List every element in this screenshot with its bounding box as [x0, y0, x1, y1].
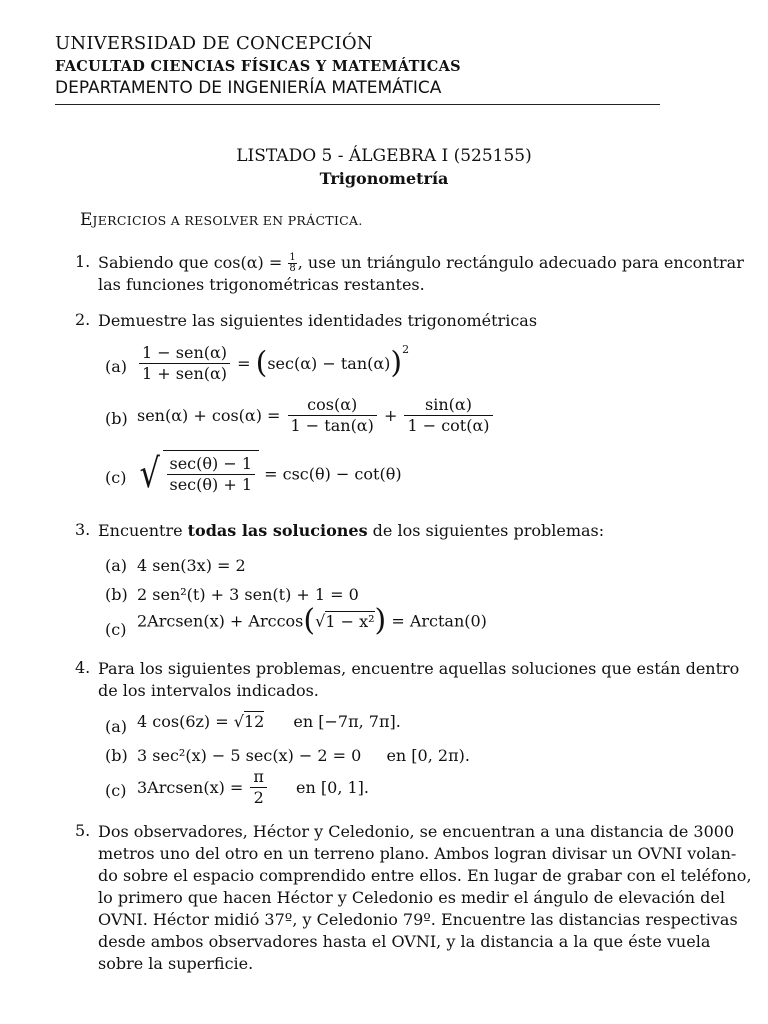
problem-4c-lhs: 3Arcsen(x) =	[137, 778, 249, 797]
problem-3b-label: (b)	[105, 585, 128, 604]
problem-4b-expression	[137, 746, 470, 765]
problem-5-line-2: metros uno del otro en un terreno plano. Ambos logran divisar un OVNI volan-	[98, 844, 737, 863]
problem-4-line-2: de los intervalos indicados.	[98, 681, 319, 700]
problem-5-line-3: do sobre el espacio comprendido entre ellos. En lugar de grabar con el teléfono,	[98, 866, 752, 885]
problem-4b-expr: 3 sec²(x) − 5 sec(x) − 2 = 0	[137, 746, 362, 765]
problem-2c-rhs: = csc(θ) − cot(θ)	[264, 464, 402, 484]
problem-4-text	[98, 658, 740, 702]
right-paren: )	[374, 603, 387, 638]
problem-3-number: 3.	[75, 520, 91, 539]
sqrt-symbol: √	[233, 712, 244, 731]
problem-4c-fraction	[250, 767, 267, 808]
problem-4c-interval: en [0, 1].	[296, 778, 369, 797]
problem-4a-lhs: 4 cos(6z) =	[137, 712, 234, 731]
problem-3a-label: (a)	[105, 556, 128, 575]
problem-1-fraction	[288, 253, 296, 274]
fraction-numerator: 1	[289, 252, 296, 263]
problem-5-number: 5.	[75, 821, 91, 840]
problem-1-line-2: las funciones trigonométricas restantes.	[98, 275, 425, 294]
fraction-denominator: 1 + sen(α)	[139, 363, 230, 384]
problem-2c-expression	[137, 450, 402, 498]
section-rest: JERCICIOS A RESOLVER EN PRÁCTICA.	[92, 213, 363, 228]
problem-4c-label: (c)	[105, 781, 127, 800]
problem-5-text	[98, 821, 752, 975]
problem-3-post: de los siguientes problemas:	[367, 521, 605, 540]
problem-4b-interval: en [0, 2π).	[386, 746, 470, 765]
problem-5-line-7: sobre la superficie.	[98, 954, 254, 973]
left-paren: (	[303, 603, 316, 638]
problem-4a-interval: en [−7π, 7π].	[293, 712, 401, 731]
problem-2b-lhs: sen(α) + cos(α) =	[137, 406, 286, 425]
problem-2b-fraction-2	[404, 395, 492, 436]
fraction-denominator: 1 − tan(α)	[288, 415, 377, 436]
header-rule	[55, 104, 660, 105]
problem-1-number: 1.	[75, 252, 91, 271]
fraction-numerator: 1 − sen(α)	[142, 343, 228, 362]
problem-1-line-1	[98, 252, 744, 274]
problem-4-number: 4.	[75, 658, 91, 677]
problem-1-post: , use un triángulo rectángulo adecuado para encontrar	[297, 253, 744, 272]
problem-2c-sqrt	[137, 450, 259, 498]
problem-3-text	[98, 520, 698, 542]
right-paren: )	[390, 345, 403, 381]
problem-3c-label: (c)	[105, 620, 127, 639]
problem-1-pre: Sabiendo que cos(α) =	[98, 253, 288, 272]
problem-2-number: 2.	[75, 310, 91, 329]
problem-3c-expression: 2Arcsen(x) + Arccos(√1 − x²) = Arctan(0)	[137, 603, 487, 638]
fraction-denominator: 8	[289, 263, 296, 274]
problem-2c-label: (c)	[105, 468, 127, 487]
problem-4b-label: (b)	[105, 746, 128, 765]
problem-5-line-5: OVNI. Héctor midió 37º, y Celedonio 79º. Encuentre las distancias respectivas	[98, 910, 738, 929]
problem-3-bold: todas las soluciones	[187, 521, 368, 540]
problem-4a-label: (a)	[105, 717, 128, 736]
problem-4a-sqrt: 12	[243, 712, 265, 731]
problem-3-pre: Encuentre	[98, 521, 188, 540]
problem-2c-fraction	[167, 454, 256, 495]
fraction-numerator: sin(α)	[425, 395, 472, 414]
fraction-numerator: π	[253, 767, 264, 786]
fraction-denominator: 2	[250, 787, 267, 808]
problem-5-line-4: lo primero que hacen Héctor y Celedonio es medir el ángulo de elevación del	[98, 888, 725, 907]
problem-3c-sqrt: 1 − x²	[325, 611, 375, 631]
problem-4a-expression	[137, 712, 401, 731]
problem-1-text	[98, 252, 744, 296]
page-title: LISTADO 5 - ÁLGEBRA I (525155)	[236, 146, 532, 166]
page-subtitle: Trigonometría	[319, 169, 449, 188]
fraction-numerator: cos(α)	[307, 395, 358, 414]
faculty-name: FACULTAD CIENCIAS FÍSICAS Y MATEMÁTICAS	[55, 58, 461, 75]
sqrt-symbol: √	[139, 451, 160, 497]
problem-2a-expression: $\frac{\text{1 − sen(α)}}{\text{1 + sen(α)}}$ = $(\sec(\alpha) - \tan(\alpha))^2$	[137, 343, 409, 384]
section-initial: E	[80, 210, 93, 230]
problem-5-line-6: desde ambos observadores hasta el OVNI, y la distancia a la que éste vuela	[98, 932, 711, 951]
problem-3b-expression: 2 sen²(t) + 3 sen(t) + 1 = 0	[137, 585, 359, 604]
department-name: DEPARTAMENTO DE INGENIERÍA MATEMÁTICA	[55, 78, 442, 98]
problem-4-line-1: Para los siguientes problemas, encuentre aquellas soluciones que están dentro	[98, 659, 740, 678]
problem-2b-fraction-1	[288, 395, 377, 436]
problem-2b-label: (b)	[105, 409, 128, 428]
problem-3a-expression: 4 sen(3x) = 2	[137, 556, 246, 575]
university-name: UNIVERSIDAD DE CONCEPCIÓN	[55, 33, 373, 54]
problem-3c-lhs: 2Arcsen(x) + Arccos	[137, 611, 304, 631]
problem-2a-exponent: 2	[402, 343, 410, 356]
fraction-numerator: sec(θ) − 1	[169, 454, 253, 473]
problem-2a-label: (a)	[105, 357, 128, 376]
problem-4c-expression	[137, 767, 369, 808]
problem-5-line-1: Dos observadores, Héctor y Celedonio, se encuentran a una distancia de 3000	[98, 822, 735, 841]
problem-2b-expression: sen(α) + cos(α) = $\frac{\cos(\alpha)}{1 - \tan(\alpha)}$ + $\frac{\sin(\alpha)}{1 - \cot(\alpha)}$	[137, 395, 495, 436]
problem-2-text: Demuestre las siguientes identidades trigonométricas	[98, 311, 538, 330]
problem-3c-rhs: = Arctan(0)	[391, 611, 487, 631]
problem-2a-rhs: sec(α) − tan(α)	[267, 354, 391, 373]
fraction-denominator: 1 − cot(α)	[404, 415, 492, 436]
fraction-denominator: sec(θ) + 1	[167, 474, 256, 495]
section-heading	[80, 210, 363, 230]
problem-2a-fraction	[139, 343, 230, 384]
left-paren: (	[255, 345, 268, 381]
